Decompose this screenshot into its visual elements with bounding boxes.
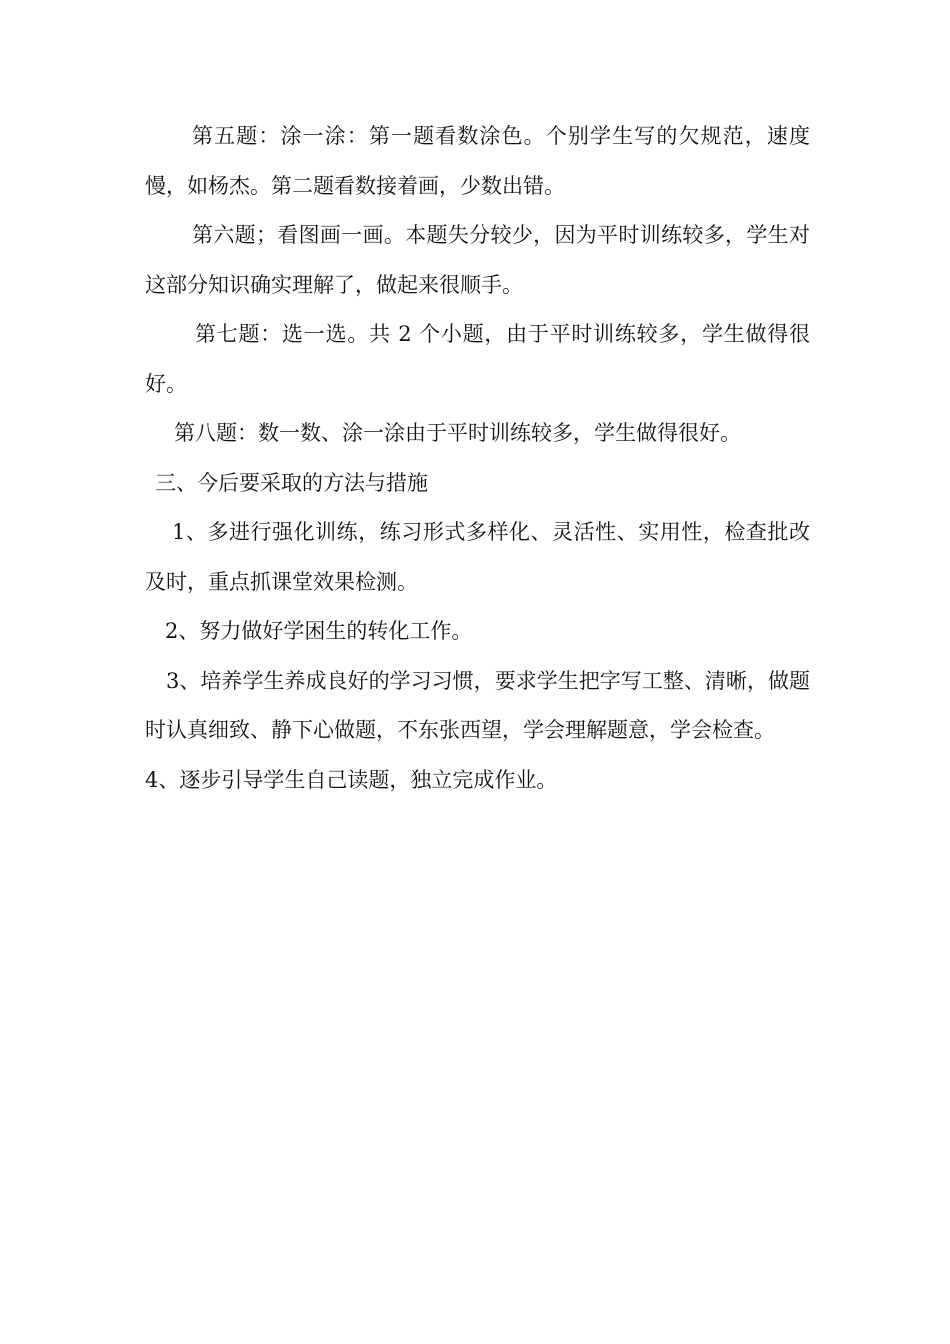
- paragraph-measure-3: 3、培养学生养成良好的学习习惯，要求学生把字写工整、清晰，做题时认真细致、静下心做题，不东张西望，学会理解题意，学会检查。: [145, 668, 810, 742]
- section-heading-measures: 三、今后要采取的方法与措施: [155, 470, 428, 495]
- paragraph-measure-2: 2、努力做好学困生的转化工作。: [165, 619, 473, 643]
- document-body: [145, 112, 810, 805]
- paragraph-question-5: 第五题：涂一涂：第一题看数涂色。个别学生写的欠规范，速度慢，如杨杰。第二题看数接着画，少数出错。: [145, 124, 810, 198]
- paragraph-measure-4: 4、逐步引导学生自己读题，独立完成作业。: [145, 767, 558, 792]
- paragraph-question-7: 第七题：选一选。共 2 个小题，由于平时训练较多，学生做得很好。: [145, 322, 810, 396]
- paragraph-question-8: 第八题：数一数、涂一涂由于平时训练较多，学生做得很好。: [174, 421, 741, 445]
- paragraph-measure-1: 1、多进行强化训练，练习形式多样化、灵活性、实用性，检查批改及时，重点抓课堂效果检测。: [145, 520, 810, 594]
- paragraph-question-6: 第六题；看图画一画。本题失分较少，因为平时训练较多，学生对这部分知识确实理解了，做起来很顺手。: [145, 223, 810, 297]
